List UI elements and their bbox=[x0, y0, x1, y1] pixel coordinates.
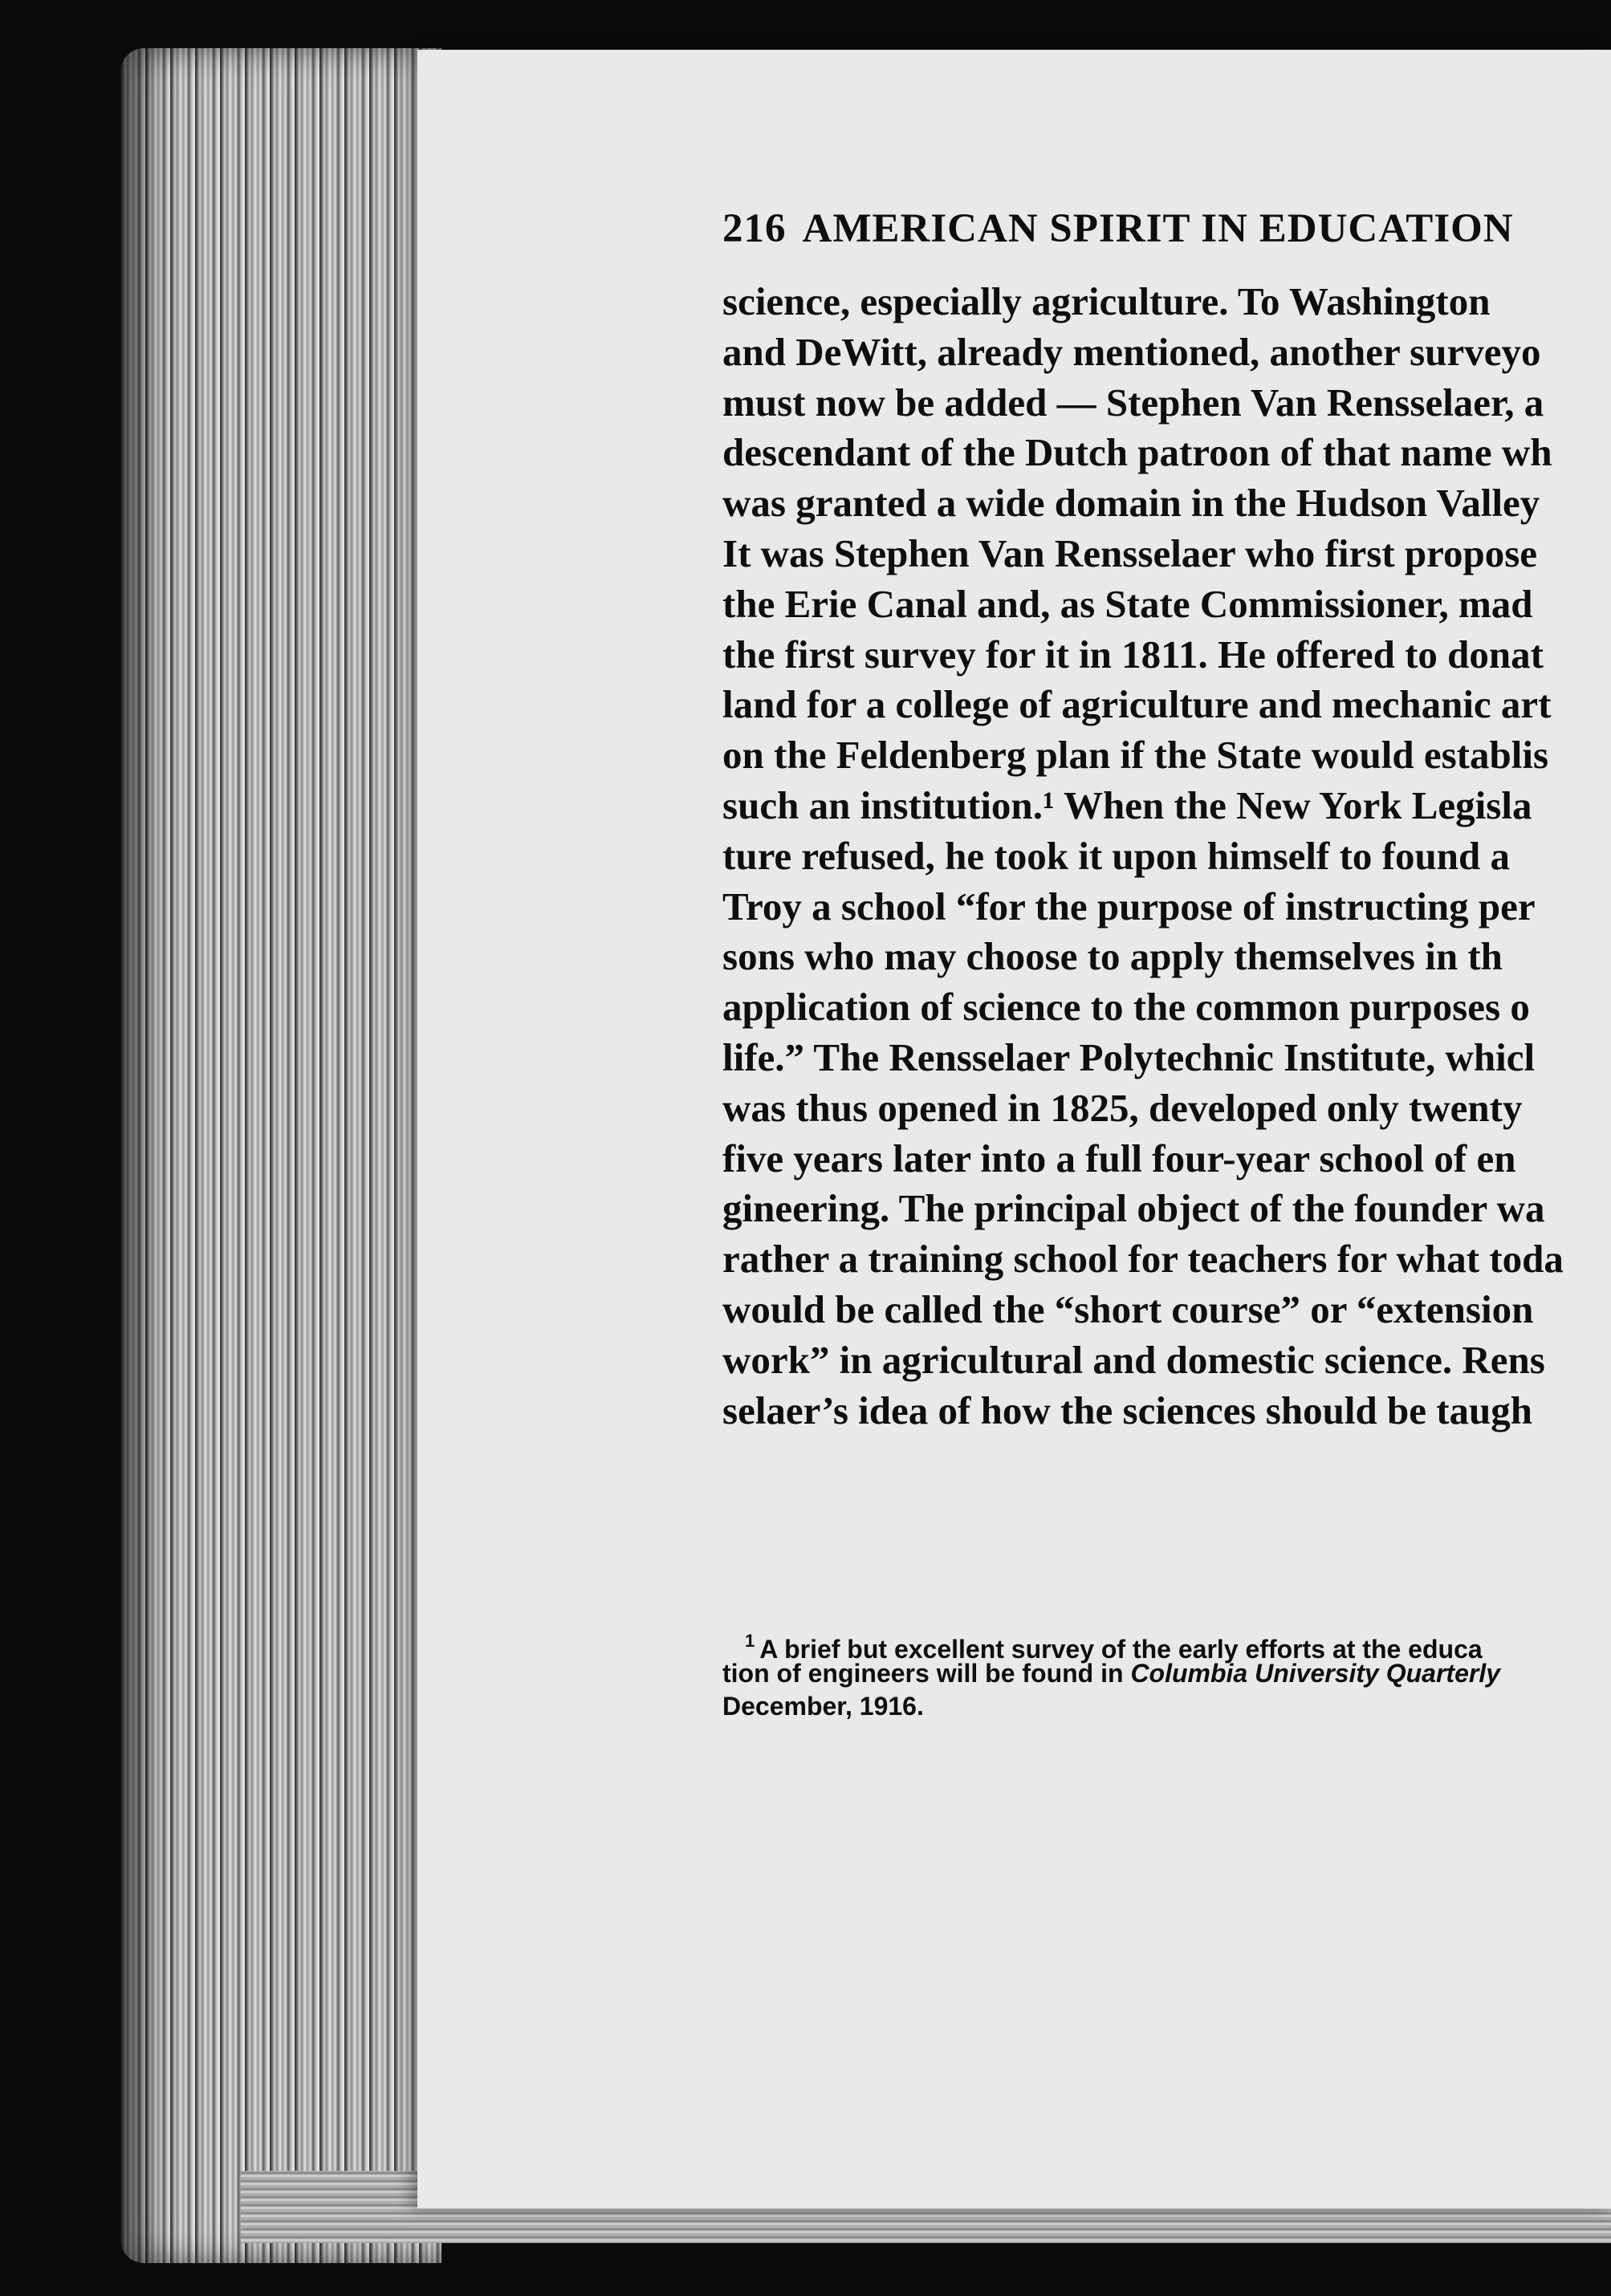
footnote-text: tion of engineers will be found in bbox=[722, 1659, 1131, 1688]
running-title: AMERICAN SPIRIT IN EDUCATION bbox=[802, 206, 1514, 251]
page-edges-left bbox=[120, 48, 441, 2263]
body-text bbox=[722, 277, 1611, 1436]
text-line: and DeWitt, already mentioned, another surveyo bbox=[722, 329, 1541, 374]
footnote-text: A brief but excellent survey of the early efforts at the educa bbox=[759, 1635, 1483, 1664]
text-line: science, especially agriculture. To Washington bbox=[722, 279, 1491, 323]
text-line: was thus opened in 1825, developed only twenty bbox=[722, 1085, 1523, 1130]
text-line: selaer’s idea of how the sciences should be taugh bbox=[722, 1388, 1533, 1432]
footnote-journal-title: Columbia University Quarterly bbox=[1130, 1659, 1501, 1688]
text-line: must now be added — Stephen Van Rensselaer, a bbox=[722, 380, 1544, 425]
footnote-line bbox=[722, 1657, 1611, 1690]
text-line: life.” The Rensselaer Polytechnic Institute, whicl bbox=[722, 1034, 1536, 1079]
text-line: application of science to the common purposes o bbox=[722, 985, 1530, 1030]
book-page bbox=[417, 50, 1611, 2209]
text-line: work” in agricultural and domestic science. Rens bbox=[722, 1337, 1545, 1382]
text-line: gineering. The principal object of the founder wa bbox=[722, 1186, 1545, 1231]
text-line: such an institution.¹ When the New York Legisla bbox=[722, 782, 1532, 827]
text-line: descendant of the Dutch patroon of that name wh bbox=[722, 430, 1552, 475]
footnote-marker: 1 bbox=[745, 1631, 755, 1651]
text-line: Troy a school “for the purpose of instructing per bbox=[722, 884, 1536, 929]
text-line: was granted a wide domain in the Hudson Valley bbox=[722, 481, 1540, 526]
text-line: five years later into a full four-year school of en bbox=[722, 1136, 1516, 1181]
text-line: the first survey for it in 1811. He offered to donat bbox=[722, 632, 1544, 677]
footnote-line: December, 1916. bbox=[722, 1692, 924, 1721]
text-line: It was Stephen Van Rensselaer who first propose bbox=[722, 530, 1538, 575]
text-line: rather a training school for teachers for what toda bbox=[722, 1237, 1564, 1282]
footnote bbox=[722, 1624, 1611, 1723]
text-line: on the Feldenberg plan if the State would establis bbox=[722, 733, 1549, 778]
text-line: the Erie Canal and, as State Commissioner, mad bbox=[722, 581, 1533, 626]
text-line: would be called the “short course” or “extension bbox=[722, 1286, 1534, 1331]
text-line: ture refused, he took it upon himself to found a bbox=[722, 833, 1511, 878]
footnote-line bbox=[722, 1624, 1611, 1664]
running-header bbox=[722, 205, 1514, 253]
page-number: 216 bbox=[722, 206, 787, 251]
text-line: sons who may choose to apply themselves in th bbox=[722, 934, 1503, 979]
text-line: land for a college of agriculture and mechanic art bbox=[722, 682, 1552, 727]
